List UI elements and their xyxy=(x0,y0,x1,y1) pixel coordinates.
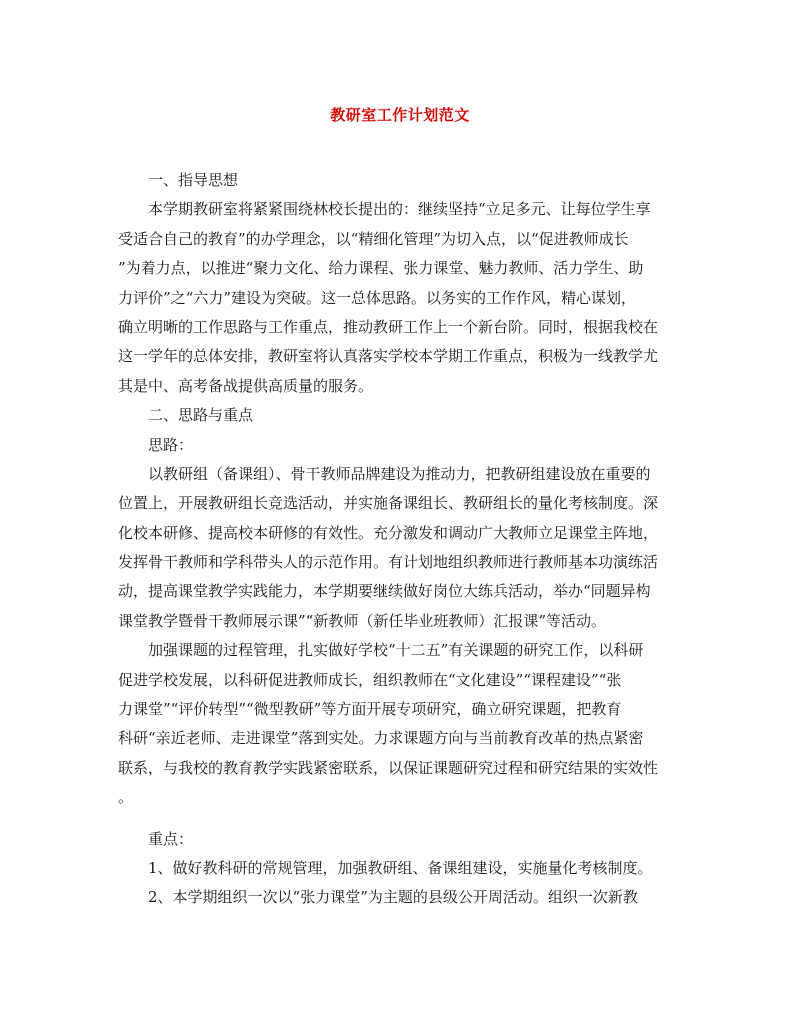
paragraph-line: 位置上，开展教研组长竞选活动，并实施备课组长、教研组长的量化考核制度。深 xyxy=(118,494,659,513)
paragraph-line: 发挥骨干教师和学科带头人的示范作用。有计划地组织教师进行教师基本功演练活 xyxy=(118,553,659,572)
paragraph-line: 这一学年的总体安排，教研室将认真落实学校本学期工作重点，积极为一线教学尤 xyxy=(118,347,659,366)
section-heading-ideas-focus: 二、思路与重点 xyxy=(148,406,254,425)
paragraph-line: 加强课题的过程管理，扎实做好学校“十二五”有关课题的研究工作，以科研 xyxy=(148,641,644,660)
spacer xyxy=(118,813,684,825)
paragraph-line: 。 xyxy=(118,788,134,807)
paragraph-line: 以教研组（备课组）、骨干教师品牌建设为推动力，把教研组建设放在重要的 xyxy=(148,464,651,483)
thinking-label: 思路： xyxy=(148,435,194,454)
paragraph-line: 受适合自己的教育”的办学理念，以“精细化管理”为切入点，以“促进教师成长 xyxy=(118,229,629,248)
paragraph-teaching-groups xyxy=(118,460,684,636)
paragraph-line: 促进学校发展，以科研促进教师成长，组织教师在“文化建设”“课程建设”“张 xyxy=(118,670,622,689)
paragraph-line: 联系，与我校的教育教学实践紧密联系，以保证课题研究过程和研究结果的实效性 xyxy=(118,758,659,777)
document-body xyxy=(118,166,684,913)
paragraph-line: 其是中、高考备战提供高质量的服务。 xyxy=(118,376,374,395)
paragraph-line: 化校本研修、提高校本研修的有效性。充分激发和调动广大教师立足课堂主阵地， xyxy=(118,523,659,542)
paragraph-line: 动，提高课堂教学实践能力，本学期要继续做好岗位大练兵活动，举办“同题异构 xyxy=(118,582,651,601)
paragraph-line: 科研“亲近老师、走进课堂”落到实处。力求课题方向与当前教育改革的热点紧密 xyxy=(118,729,644,748)
focus-item: 1、做好教科研的常规管理，加强教研组、备课组建设，实施量化考核制度。 xyxy=(148,858,653,877)
paragraph-line: 确立明晰的工作思路与工作重点，推动教研工作上一个新台阶。同时，根据我校在 xyxy=(118,317,659,336)
document-title: 教研室工作计划范文 xyxy=(330,106,470,124)
focus-label: 重点： xyxy=(148,829,194,848)
paragraph-line: 力课堂”“评价转型”“微型教研”等方面开展专项研究，确立研究课题，把教育 xyxy=(118,700,622,719)
paragraph-research-projects xyxy=(118,636,684,812)
section-heading-guiding-thought: 一、指导思想 xyxy=(148,171,239,189)
paragraph-guiding-thought xyxy=(118,195,684,401)
paragraph-line: 课堂教学暨骨干教师展示课”“新教师（新任毕业班教师）汇报课”等活动。 xyxy=(118,611,607,630)
paragraph-line: ”为着力点，以推进“聚力文化、给力课程、张力课堂、魅力教师、活力学生、助 xyxy=(118,259,644,278)
focus-item: 2、本学期组织一次以“张力课堂”为主题的县级公开周活动。组织一次新教 xyxy=(148,888,638,907)
paragraph-line: 力评价”之“六力”建设为突破。这一总体思路。以务实的工作作风，精心谋划， xyxy=(118,288,637,307)
paragraph-line: 本学期教研室将紧紧围绕林校长提出的：继续坚持“立足多元、让每位学生享 xyxy=(148,200,651,219)
